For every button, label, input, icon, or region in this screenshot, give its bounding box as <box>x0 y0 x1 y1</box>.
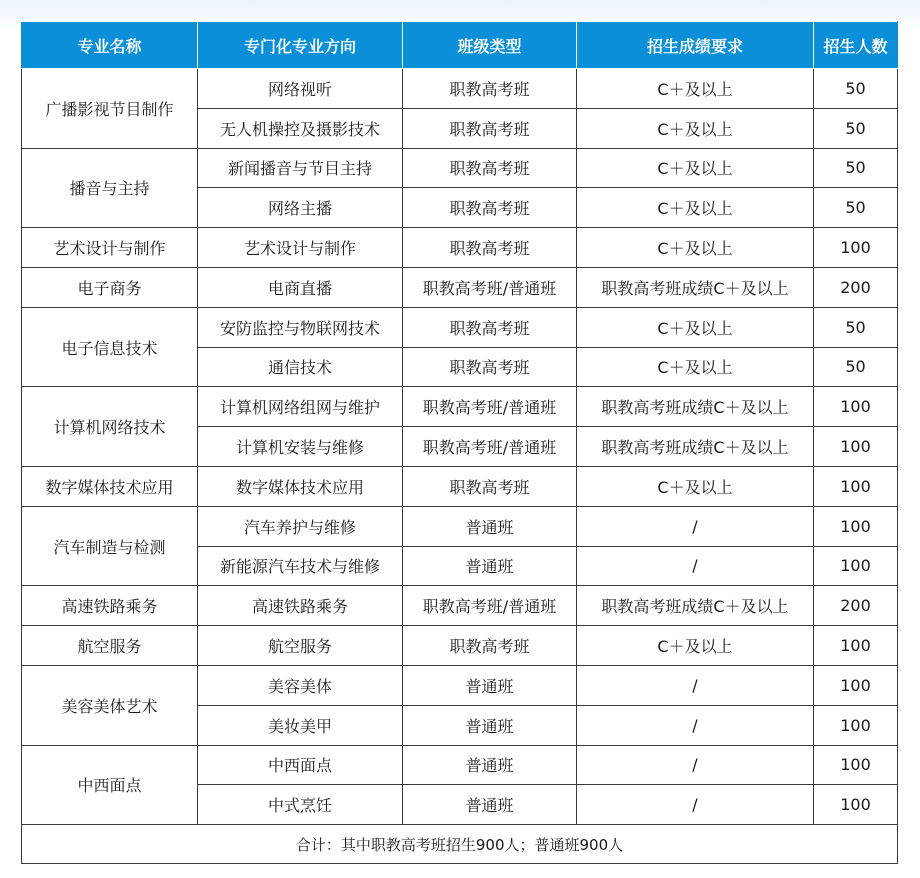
header-major: 专业名称 <box>22 22 198 69</box>
class-type-cell: 职教高考班/普通班 <box>403 387 577 427</box>
direction-cell: 计算机网络组网与维护 <box>198 387 403 427</box>
count-cell: 100 <box>814 705 898 745</box>
class-type-cell: 普通班 <box>403 506 577 546</box>
count-cell: 100 <box>814 665 898 705</box>
requirement-cell: / <box>577 546 814 586</box>
enrollment-table <box>21 21 898 864</box>
class-type-cell: 职教高考班 <box>403 626 577 666</box>
requirement-cell: 职教高考班成绩C＋及以上 <box>577 427 814 467</box>
class-type-cell: 职教高考班/普通班 <box>403 427 577 467</box>
direction-cell: 无人机操控及摄影技术 <box>198 108 403 148</box>
total-cell: 合计：其中职教高考班招生900人；普通班900人 <box>22 825 898 864</box>
count-cell: 200 <box>814 586 898 626</box>
table-row <box>22 228 898 268</box>
count-cell: 50 <box>814 188 898 228</box>
requirement-cell: / <box>577 745 814 785</box>
table-row <box>22 148 898 188</box>
count-cell: 200 <box>814 267 898 307</box>
direction-cell: 网络视听 <box>198 69 403 109</box>
requirement-cell: C＋及以上 <box>577 347 814 387</box>
requirement-cell: / <box>577 705 814 745</box>
class-type-cell: 普通班 <box>403 785 577 825</box>
count-cell: 100 <box>814 506 898 546</box>
table-row <box>22 466 898 506</box>
class-type-cell: 职教高考班/普通班 <box>403 267 577 307</box>
direction-cell: 通信技术 <box>198 347 403 387</box>
requirement-cell: 职教高考班成绩C＋及以上 <box>577 387 814 427</box>
header-count: 招生人数 <box>814 22 898 69</box>
table-body <box>22 69 898 825</box>
table-row <box>22 506 898 546</box>
major-cell: 航空服务 <box>22 626 198 666</box>
requirement-cell: C＋及以上 <box>577 108 814 148</box>
direction-cell: 美容美体 <box>198 665 403 705</box>
major-cell: 广播影视节目制作 <box>22 69 198 149</box>
table-row <box>22 307 898 347</box>
direction-cell: 美妆美甲 <box>198 705 403 745</box>
major-cell: 美容美体艺术 <box>22 665 198 745</box>
direction-cell: 艺术设计与制作 <box>198 228 403 268</box>
requirement-cell: C＋及以上 <box>577 188 814 228</box>
requirement-cell: / <box>577 665 814 705</box>
direction-cell: 汽车养护与维修 <box>198 506 403 546</box>
count-cell: 100 <box>814 546 898 586</box>
class-type-cell: 普通班 <box>403 546 577 586</box>
count-cell: 100 <box>814 387 898 427</box>
class-type-cell: 职教高考班 <box>403 69 577 109</box>
count-cell: 100 <box>814 785 898 825</box>
direction-cell: 中西面点 <box>198 745 403 785</box>
class-type-cell: 职教高考班 <box>403 188 577 228</box>
requirement-cell: / <box>577 785 814 825</box>
table-row <box>22 267 898 307</box>
major-cell: 艺术设计与制作 <box>22 228 198 268</box>
direction-cell: 网络主播 <box>198 188 403 228</box>
count-cell: 50 <box>814 148 898 188</box>
requirement-cell: C＋及以上 <box>577 626 814 666</box>
class-type-cell: 职教高考班 <box>403 108 577 148</box>
count-cell: 50 <box>814 347 898 387</box>
count-cell: 50 <box>814 307 898 347</box>
count-cell: 100 <box>814 745 898 785</box>
direction-cell: 航空服务 <box>198 626 403 666</box>
requirement-cell: C＋及以上 <box>577 228 814 268</box>
requirement-cell: C＋及以上 <box>577 69 814 109</box>
class-type-cell: 职教高考班 <box>403 148 577 188</box>
direction-cell: 计算机安装与维修 <box>198 427 403 467</box>
header-requirement: 招生成绩要求 <box>577 22 814 69</box>
class-type-cell: 职教高考班 <box>403 466 577 506</box>
major-cell: 电子信息技术 <box>22 307 198 387</box>
class-type-cell: 职教高考班 <box>403 307 577 347</box>
count-cell: 50 <box>814 108 898 148</box>
requirement-cell: 职教高考班成绩C＋及以上 <box>577 586 814 626</box>
table-row <box>22 69 898 109</box>
direction-cell: 新能源汽车技术与维修 <box>198 546 403 586</box>
direction-cell: 数字媒体技术应用 <box>198 466 403 506</box>
class-type-cell: 普通班 <box>403 745 577 785</box>
enrollment-table-container <box>21 21 897 864</box>
major-cell: 电子商务 <box>22 267 198 307</box>
direction-cell: 中式烹饪 <box>198 785 403 825</box>
major-cell: 数字媒体技术应用 <box>22 466 198 506</box>
requirement-cell: / <box>577 506 814 546</box>
major-cell: 播音与主持 <box>22 148 198 228</box>
count-cell: 100 <box>814 427 898 467</box>
requirement-cell: C＋及以上 <box>577 466 814 506</box>
major-cell: 计算机网络技术 <box>22 387 198 467</box>
class-type-cell: 普通班 <box>403 705 577 745</box>
class-type-cell: 职教高考班/普通班 <box>403 586 577 626</box>
count-cell: 100 <box>814 466 898 506</box>
table-row <box>22 387 898 427</box>
class-type-cell: 普通班 <box>403 665 577 705</box>
table-row <box>22 665 898 705</box>
major-cell: 高速铁路乘务 <box>22 586 198 626</box>
table-row <box>22 745 898 785</box>
direction-cell: 新闻播音与节目主持 <box>198 148 403 188</box>
requirement-cell: C＋及以上 <box>577 148 814 188</box>
table-row <box>22 586 898 626</box>
major-cell: 汽车制造与检测 <box>22 506 198 586</box>
header-row <box>22 22 898 69</box>
direction-cell: 电商直播 <box>198 267 403 307</box>
count-cell: 100 <box>814 228 898 268</box>
total-row <box>22 825 898 864</box>
major-cell: 中西面点 <box>22 745 198 825</box>
class-type-cell: 职教高考班 <box>403 228 577 268</box>
count-cell: 50 <box>814 69 898 109</box>
direction-cell: 高速铁路乘务 <box>198 586 403 626</box>
count-cell: 100 <box>814 626 898 666</box>
direction-cell: 安防监控与物联网技术 <box>198 307 403 347</box>
table-row <box>22 626 898 666</box>
requirement-cell: C＋及以上 <box>577 307 814 347</box>
requirement-cell: 职教高考班成绩C＋及以上 <box>577 267 814 307</box>
header-class-type: 班级类型 <box>403 22 577 69</box>
header-direction: 专门化专业方向 <box>198 22 403 69</box>
class-type-cell: 职教高考班 <box>403 347 577 387</box>
